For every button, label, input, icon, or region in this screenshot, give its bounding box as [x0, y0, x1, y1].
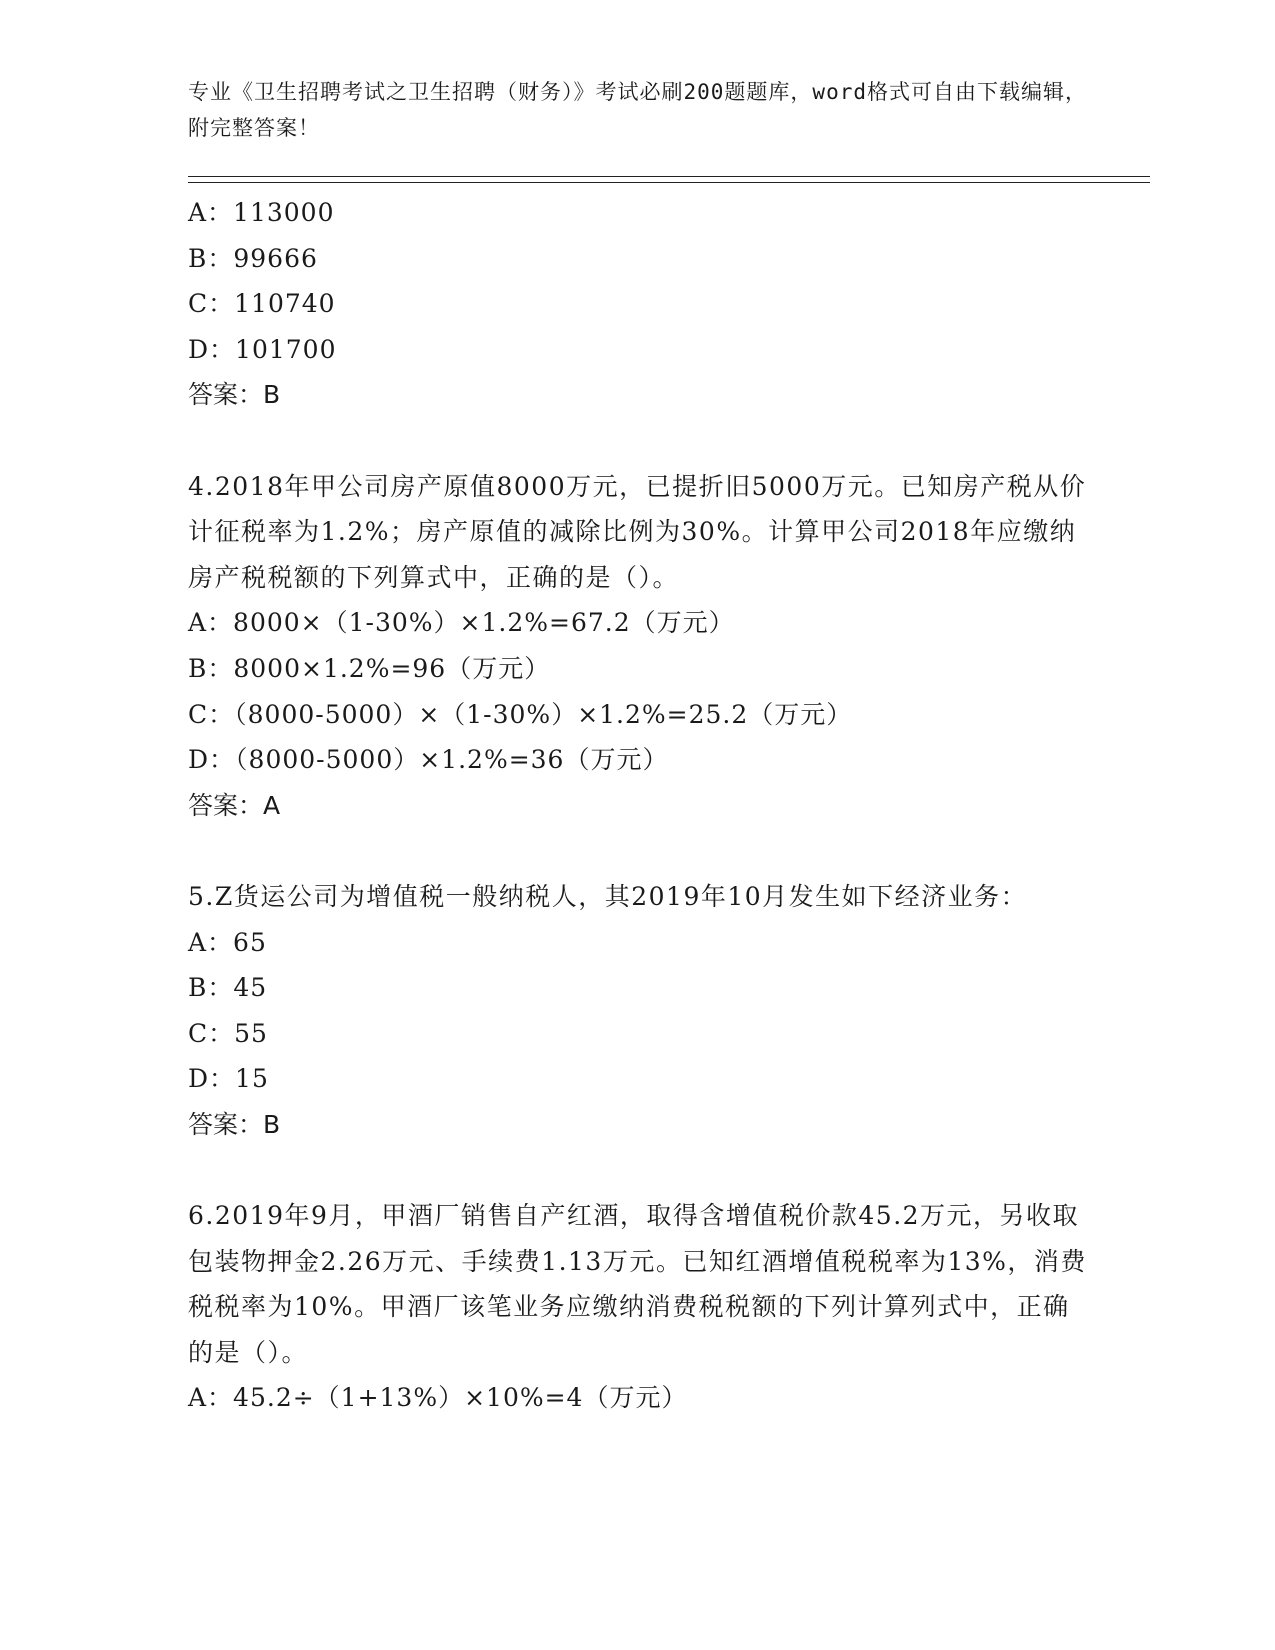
option-b: B：45	[188, 973, 268, 1003]
question-stem: 6.2019年9月，甲酒厂销售自产红酒，取得含增值税价款45.2万元，另收取包装物押金2.26万元、手续费1.13万元。已知红酒增值税税率为13%，消费税税率为10%。甲酒厂该笔业务应缴纳消费税税额的下列计算列式中，正确的是（）。	[188, 1201, 1087, 1367]
question-5	[188, 874, 1088, 1148]
question-stem: 4.2018年甲公司房产原值8000万元，已提折旧5000万元。已知房产税从价计征税率为1.2%；房产原值的减除比例为30%。计算甲公司2018年应缴纳房产税税额的下列算式中，正确的是（）。	[188, 471, 1087, 592]
option-d: D：101700	[188, 334, 337, 364]
option-a: A：65	[188, 927, 267, 957]
document-header	[188, 74, 1088, 146]
option-c: C：（8000-5000）×（1-30%）×1.2%=25.2（万元）	[188, 699, 853, 729]
spacer	[188, 828, 1088, 874]
option-a: A：113000	[188, 198, 335, 227]
option-c: C：55	[188, 1018, 268, 1048]
answer: 答案：B	[188, 380, 281, 410]
option-a: A：8000×（1-30%）×1.2%=67.2（万元）	[188, 608, 735, 638]
question-4	[188, 464, 1088, 829]
header-title: 专业《卫生招聘考试之卫生招聘（财务）》考试必刷200题题库，word格式可自由下载编辑，附完整答案！	[188, 80, 1087, 140]
spacer	[188, 418, 1088, 464]
header-divider-bottom	[188, 182, 1150, 183]
header-divider-top	[188, 176, 1150, 177]
answer: 答案：B	[188, 1109, 281, 1139]
option-a: A：45.2÷（1+13%）×10%=4（万元）	[188, 1383, 688, 1413]
option-d: D：15	[188, 1064, 269, 1094]
spacer	[188, 1147, 1088, 1193]
option-b: B：8000×1.2%=96（万元）	[188, 653, 551, 683]
answer: 答案：A	[188, 790, 281, 820]
question-6	[188, 1193, 1088, 1421]
option-d: D：（8000-5000）×1.2%=36（万元）	[188, 745, 669, 775]
question-list	[188, 190, 1088, 1421]
question-3	[188, 190, 1088, 418]
option-c: C：110740	[188, 289, 336, 319]
option-b: B：99666	[188, 243, 318, 273]
question-stem: 5.Z货运公司为增值税一般纳税人，其2019年10月发生如下经济业务：	[188, 881, 1028, 911]
